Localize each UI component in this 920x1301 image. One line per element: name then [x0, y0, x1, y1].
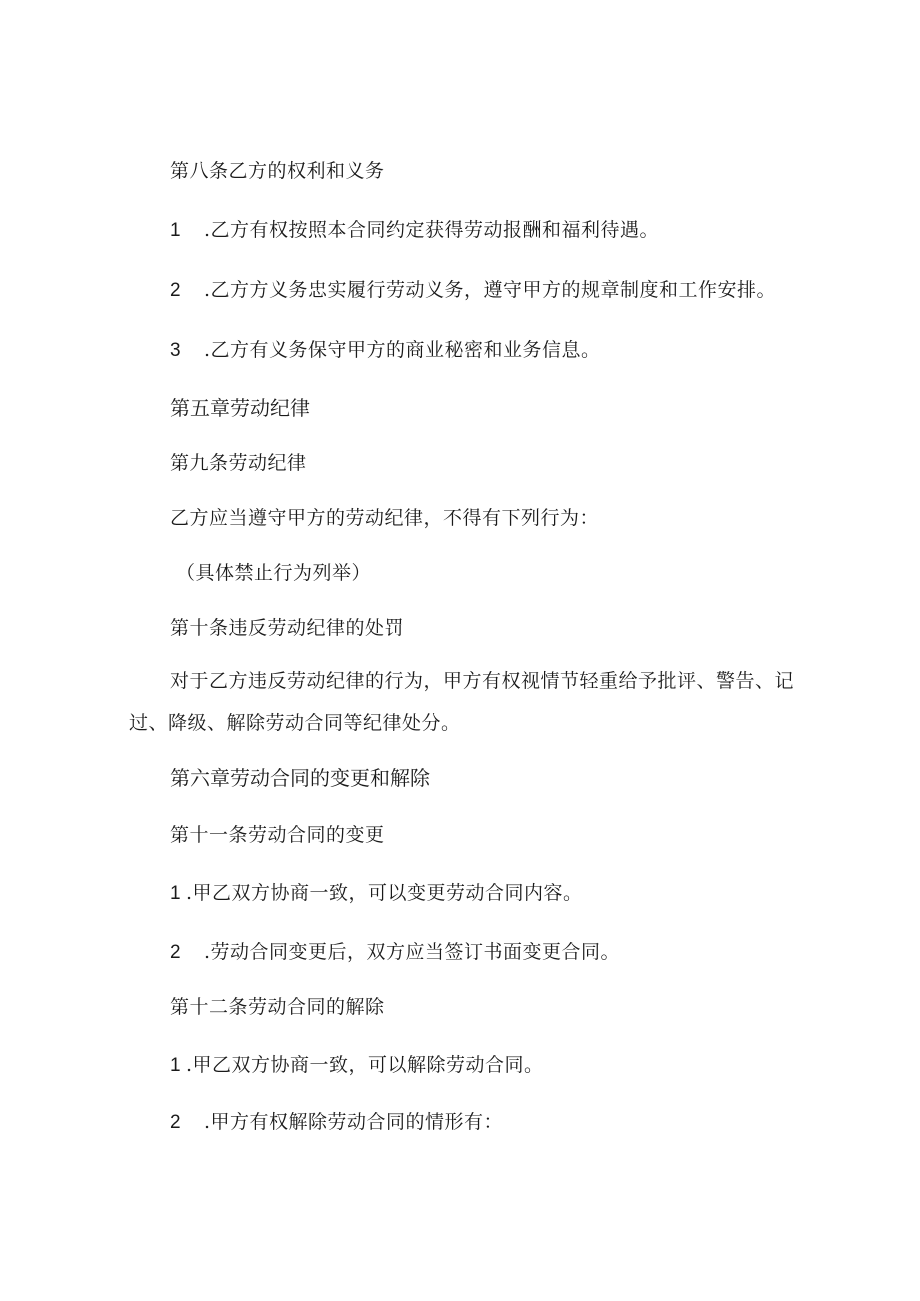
- list-item: [170, 277, 776, 304]
- chapter-6-heading: 第六章劳动合同的变更和解除: [170, 766, 430, 790]
- article-9-note: （具体禁止行为列举）: [176, 562, 372, 584]
- item-text: .乙方有权按照本合同约定获得劳动报酬和福利待遇。: [204, 219, 660, 241]
- item-text: .甲方有权解除劳动合同的情形有：: [204, 1111, 504, 1133]
- chapter-5-heading: 第五章劳动纪律: [170, 396, 310, 420]
- item-number: 2: [170, 280, 182, 301]
- item-number: 3: [170, 340, 182, 361]
- article-11-title: 第十一条劳动合同的变更: [170, 824, 385, 846]
- list-item: [170, 337, 601, 364]
- article-10-body-line-2: 过、降级、解除劳动合同等纪律处分。: [129, 712, 461, 734]
- list-item: [170, 217, 659, 244]
- item-text: .乙方方义务忠实履行劳动义务，遵守甲方的规章制度和工作安排。: [204, 279, 777, 301]
- item-text: .甲乙双方协商一致，可以变更劳动合同内容。: [186, 882, 583, 904]
- article-10-body-line-1: 对于乙方违反劳动纪律的行为，甲方有权视情节轻重给予批评、警告、记: [170, 670, 795, 692]
- article-9-title: 第九条劳动纪律: [170, 452, 307, 474]
- item-number: 2: [170, 942, 182, 963]
- article-9-body: 乙方应当遵守甲方的劳动纪律，不得有下列行为：: [170, 507, 600, 529]
- item-text: .甲乙双方协商一致，可以解除劳动合同。: [186, 1054, 544, 1076]
- article-12-title: 第十二条劳动合同的解除: [170, 996, 385, 1018]
- item-number: 1: [170, 883, 182, 904]
- item-number: 2: [170, 1112, 182, 1133]
- item-text: .劳动合同变更后，双方应当签订书面变更合同。: [204, 941, 621, 963]
- article-8-title: 第八条乙方的权利和义务: [170, 160, 385, 182]
- list-item: [170, 939, 620, 966]
- list-item: [170, 1109, 503, 1136]
- list-item: [170, 1052, 544, 1079]
- list-item: [170, 880, 583, 907]
- item-number: 1: [170, 1055, 182, 1076]
- item-text: .乙方有义务保守甲方的商业秘密和业务信息。: [204, 339, 601, 361]
- item-number: 1: [170, 220, 182, 241]
- article-10-title: 第十条违反劳动纪律的处罚: [170, 617, 405, 639]
